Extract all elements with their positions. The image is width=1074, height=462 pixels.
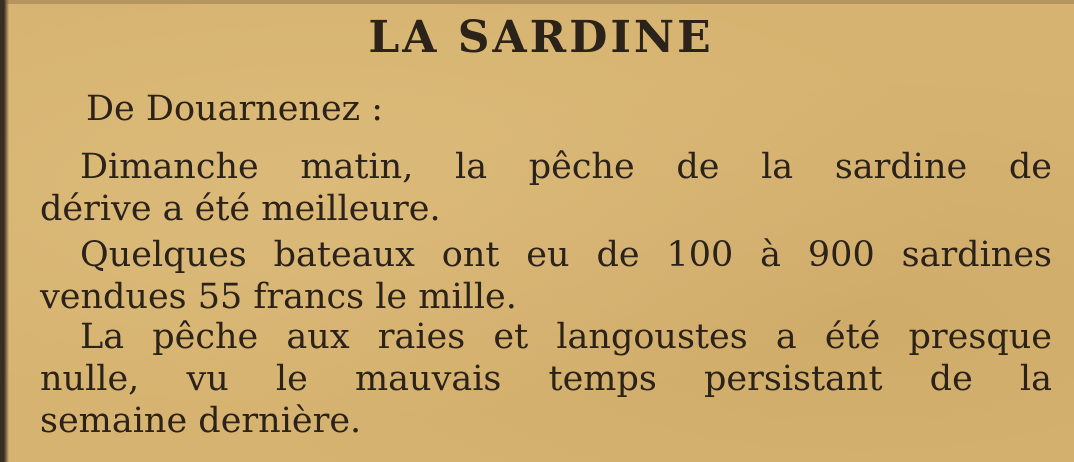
paragraph-2 [40, 234, 1052, 318]
paragraph-1-line-1: Dimanche matin, la pêche de la sardine de [80, 147, 1052, 187]
paragraph-2-line-1: Quelques bateaux ont eu de 100 à 900 sardines [80, 235, 1052, 275]
dateline: De Douarnenez : [86, 89, 384, 129]
article-title: LA SARDINE [368, 12, 714, 63]
paragraph-3-line-2: nulle, vu le mauvais temps persistant de la [40, 359, 1052, 399]
paragraph-3-line-3: semaine dernière. [40, 401, 362, 441]
paragraph-3-line-1: La pêche aux raies et langoustes a été presque [80, 317, 1052, 357]
paragraph-3 [40, 316, 1052, 442]
paragraph-1-line-2: dérive a été meilleure. [40, 189, 441, 229]
paragraph-1 [40, 146, 1052, 230]
paragraph-2-line-2: vendues 55 francs le mille. [40, 277, 517, 317]
